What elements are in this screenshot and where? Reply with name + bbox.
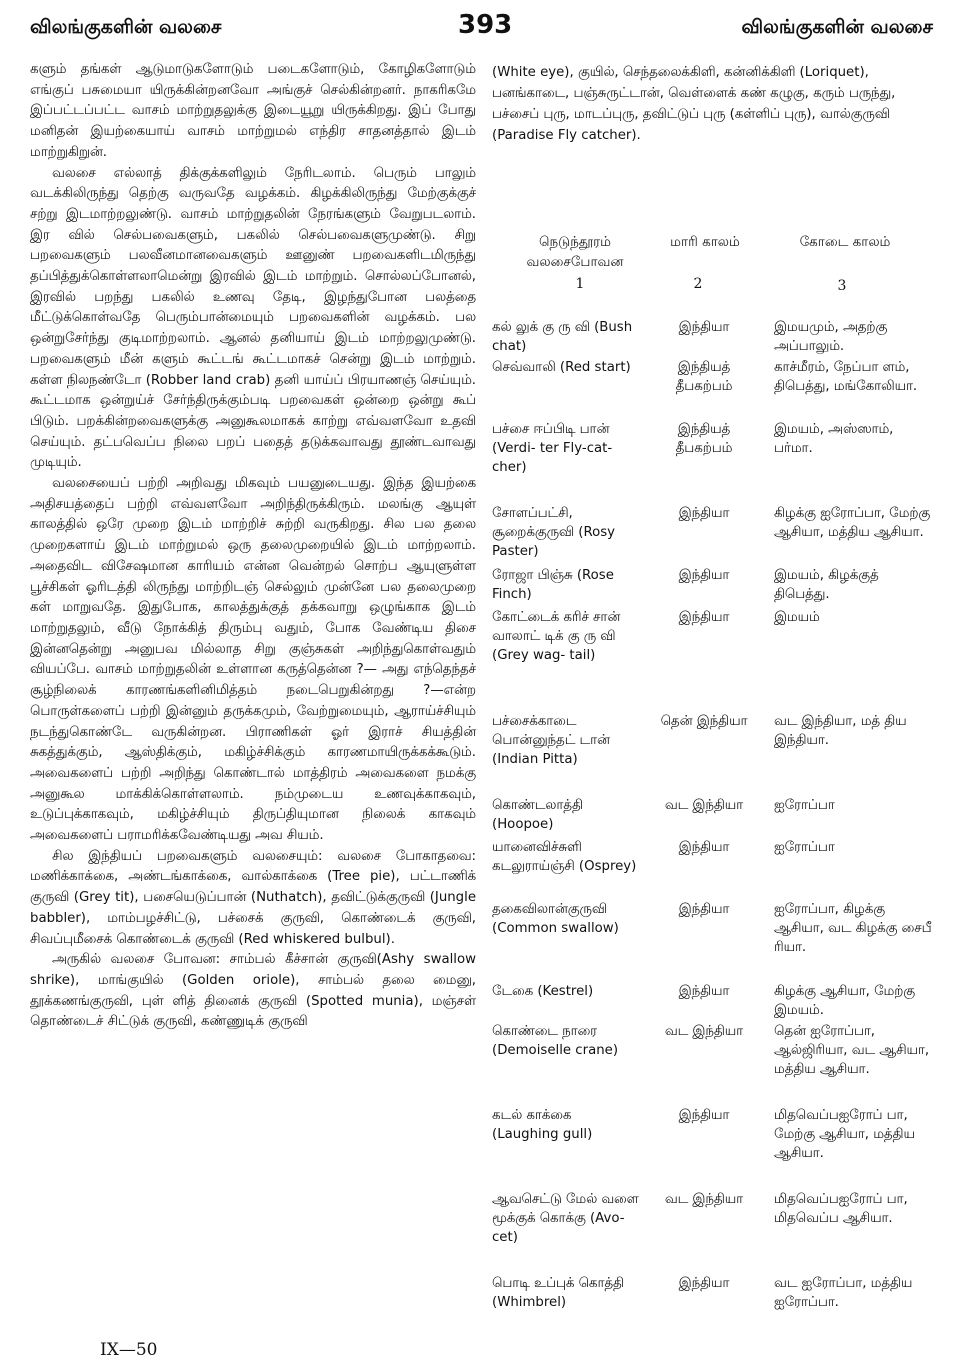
footer-signature: IX—50 bbox=[100, 1340, 158, 1360]
winter-range: இந்தியா bbox=[678, 984, 730, 999]
winter-range: இந்தியா bbox=[678, 320, 730, 335]
winter-range: தென் இந்தியா bbox=[660, 714, 748, 729]
winter-range: இந்தியா bbox=[678, 840, 730, 855]
summer-range: ஐரோப்பா, கிழக்கு ஆசியா, வட கிழக்கு சைபீ ரியா. bbox=[774, 902, 932, 955]
column-number: 3 bbox=[837, 278, 847, 294]
paragraph: அருகில் வலசை போவன: சாம்பல் கீச்சான் குருவி(Ashy swallow shrike), மாங்குயில் (Golden oriole), சாம்பல் தலை மைனு, தூக்கணங்குருவி, புள் ளித் தினைக் குருவி (Spotted munia), மஞ்சள் தொண்டைச் சிட்டுக் குருவி, கண்ணுடிக் குருவி bbox=[30, 952, 476, 1030]
summer-range: காச்மீரம், நேப்பா ளம், திபெத்து, மங்கோலியா. bbox=[774, 360, 918, 394]
bird-name: டேகை (Kestrel) bbox=[492, 984, 594, 999]
bird-name: யானைவிச்சுளி கடலுராய்ஞ்சி (Osprey) bbox=[492, 840, 637, 874]
summer-range: ஐரோப்பா bbox=[774, 798, 835, 813]
bird-name: ஆவசெட்டு மேல் வளை மூக்குக் கொக்கு (Avo- cet) bbox=[492, 1192, 639, 1245]
summer-range: கிழக்கு ஆசியா, மேற்கு இமயம். bbox=[774, 984, 916, 1018]
bird-name: ரோஜா பிஞ்சு (Rose Finch) bbox=[492, 568, 614, 602]
bird-name: பச்சை ஈப்பிடி பான் (Verdi- ter Fly-cat- cher) bbox=[492, 422, 613, 475]
paragraph: வலசை எல்லாத் திக்குக்களிலும் நேரிடலாம். பெரும் பாலும் வடக்கிலிருந்து தெற்கு வருவதே வழக்கம். கிழக்கிலிருந்து மேற்குக்குச் சற்று இடமாற்றலுண்டு. வாசம் மாற்றுதலின் நேரங்களும் வேறுபடலாம். இர வில் செல்பவைகளும், பகலில் செல்பவைகளுமுண்டு. சிறு பறவைகளும் பலவீனமானவைகளும் ஊனுண் பறவைகளிடமிருந்து தப்பித்துக்கொள்ளலாமென்று இரவில் இடம் மாற்றும். சொல்லப்போனல், இரவில் பறந்து பகலில் உணவு தேடி, இழந்துபோன பலத்தை மீட்டுக்கொள்வதே பெரும்பான்மையும் பறவைகளின் வழக்கம். பல ஒன்றுசேர்ந்து குடிமாற்றலாம். ஆனல் தனியாய் இடம் மாற்றலுமுண்டு. பறவைகளும் மீன் களும் கூட்டங் கூட்டமாகச் சென்று இடம் மாற்றும். கள்ள நிலநண்டோ (Robber land crab) தனி யாய்ப் பிரயாணஞ் செய்யும். கூட்டமாக ஒன்றுய்ச் சேர்ந்திருக்கும்படி பறவைகள் ஒன்றை ஒன்று கூப் பிடும். பறக்கின்றவைகளுக்கு அனுகூலமாகக் காற்று எவ்வளவோ உதவி செய்யும். தட்பவெப்ப நிலை பறப் பதைத் தடுக்கவாவது தூண்டவாவது முடியும். bbox=[30, 165, 476, 471]
winter-range: இந்தியா bbox=[678, 610, 730, 625]
bird-name: செவ்வாலி (Red start) bbox=[492, 360, 631, 375]
bird-name: பச்சைக்காடை பொன்னுந்தட் டான் (Indian Pitta) bbox=[492, 714, 610, 767]
summer-range: இமயம், அஸ்ஸாம், பர்மா. bbox=[774, 422, 894, 456]
summer-range: இமயமும், அதற்கு அப்பாலும். bbox=[774, 320, 888, 354]
summer-range: இமயம், கிழக்குத் திபெத்து. bbox=[774, 568, 879, 602]
summer-range: தென் ஐரோப்பா, ஆல்ஜிரியா, வட ஆசியா, மத்திய ஆசியா. bbox=[774, 1024, 930, 1077]
summer-range: வட இந்தியா, மத் திய இந்தியா. bbox=[774, 714, 907, 748]
bird-name: கடல் காக்கை (Laughing gull) bbox=[492, 1108, 593, 1142]
summer-range: வட ஐரோப்பா, மத்திய ஐரோப்பா. bbox=[774, 1276, 913, 1310]
table-header-col1: நெடுந்தூரம் வலசைபோவன bbox=[526, 234, 624, 270]
winter-range: இந்தியத் தீபகற்பம் bbox=[675, 360, 733, 394]
winter-range: இந்தியா bbox=[678, 902, 730, 917]
summer-range: ஐரோப்பா bbox=[774, 840, 835, 855]
summer-range: கிழக்கு ஐரோப்பா, மேற்கு ஆசியா, மத்திய ஆசியா. bbox=[774, 506, 931, 540]
winter-range: வட இந்தியா bbox=[664, 1192, 744, 1207]
winter-range: இந்தியா bbox=[678, 1108, 730, 1123]
summer-range: மிதவெப்பஐரோப் பா, மேற்கு ஆசியா, மத்திய ஆசியா. bbox=[774, 1108, 915, 1161]
bird-name: கொண்டை நாரை (Demoiselle crane) bbox=[492, 1024, 619, 1058]
bird-name: கோட்டைக் கரிச் சான் வாலாட் டிக் கு ரு வி (Grey wag- tail) bbox=[492, 610, 621, 663]
summer-range: மிதவெப்பஐரோப் பா, மிதவெப்ப ஆசியா. bbox=[774, 1192, 908, 1226]
winter-range: இந்தியா bbox=[678, 506, 730, 521]
bird-name: கல் லுக் கு ரு வி (Bush chat) bbox=[492, 320, 633, 354]
column-number: 1 bbox=[575, 276, 585, 292]
summer-range: இமயம் bbox=[774, 610, 820, 625]
bird-name: தகைவிலான்குருவி (Common swallow) bbox=[492, 902, 619, 936]
page-header bbox=[0, 10, 961, 50]
paragraph: களும் தங்கள் ஆடுமாடுகளோடும் படைகளோடும், கோழிகளோடும் எங்குப் பசுமையா யிருக்கின்றனவோ அங்குச் செல்கின்றனர். நாகரிகமே இப்பட்டப்பட்ட வாசம் மாற்றுதலுக்கு இடையூறு யிருக்கிறது. இப் போது மனிதன் இயற்கையாய் வாசம் மாற்றுமல் எந்திர சாதனத்தால் இடம் மாற்றுகிறுன். bbox=[30, 62, 476, 160]
table-header-col3: கோடை காலம் bbox=[799, 234, 891, 250]
bird-name: பொடி உப்புக் கொத்தி (Whimbrel) bbox=[492, 1276, 624, 1310]
bird-name: சோளப்பட்சி, சூறைக்குருவி (Rosy Paster) bbox=[492, 506, 616, 559]
column-number: 2 bbox=[693, 276, 703, 292]
paragraph: வலசையைப் பற்றி அறிவது மிகவும் பயனுடையது. இந்த இயற்கை அதிசயத்தைப் பற்றி எவ்வளவோ அறிந்திருக்கிரும். மலங்கு ஆயுள் காலத்தில் ஒரே முறை இடம் மாற்றிச் சுற்றி வருகிறது. சில பல தலை முறைகளாய் இடம் மாற்றுமல் ஒரு தலைமுறையில் இடம் மாற்றலாம். அதைவிட விசேஷமான காரியம் என்ன வென்றல் சொற்ப ஆயுளுள்ள பூச்சிகள் ஓரிடத்தி லிருந்து மாற்றிடஞ் செல்லும் முன்னே பல தலைமுறை கள் மாறுவதே. இதுபோக, காலத்துக்குத் தக்கவாறு ஒழுங்காக இடம் மாற்றுதலும், வீடு நோக்கித் திரும்பு வதும், போக வேண்டிய திசை இன்னதென்று அனுபவ மில்லாத சிறு குஞ்சுகள் அறிந்துகொள்வதும் வியப்பே. வாசம் மாற்றுதலின் உள்ளான கருத்தென்ன ?— அது எந்தெந்தச் சூழ்நிலைக் காரணங்களினிமித்தம் நடைபெறுகின்றது ?—என்ற பொருள்களைப் பற்றி இன்னும் தருக்கமும், வேற்றுமையும், ஆராய்ச்சியும் நடந்துகொண்டே வருகின்றன. பிராணிகள் ஓர் இராச் சியத்தின் சுகத்துக்கும், ஆஸ்திக்கும், மகிழ்ச்சிக்கும் காரணமாயிருக்கக்கூடும். அவைகளைப் பற்றி அறிந்து கொண்டால் மாத்திரம் அவைகளை நமக்கு அனுகூல மாக்கிக்கொள்ளலாம். நம்முடைய உணவுக்காகவும், உடுப்புக்காகவும், மகிழ்ச்சியும் திருப்தியுமான நிலைக் காகவும் அவைகளைப் பராமரிக்கவேண்டியது அவ சியம். bbox=[30, 476, 476, 844]
winter-range: வட இந்தியா bbox=[664, 1024, 744, 1039]
paragraph: சில இந்தியப் பறவைகளும் வலசையும்: வலசை போகாதவை: மணிக்காக்கை, அண்டங்காக்கை, வால்காக்கை (Tree pie), பட்டாணிக் குருவி (Grey tit), பசையெடுப்பான் (Nuthatch), தவிட்டுக்குருவி (Jungle babbler), மாம்பழச்சிட்டு, பச்சைக் குருவி, கொண்டைக் குருவி, சிவப்புமீசைக் கொண்டைக் குருவி (Red whiskered bulbul). bbox=[30, 848, 476, 947]
left-text-column bbox=[30, 60, 476, 1033]
page-number: 393 bbox=[458, 10, 513, 40]
table-header-col2: மாரி காலம் bbox=[670, 234, 740, 250]
right-intro-text: (White eye), குயில், செந்தலைக்கிளி, கன்னிக்கிளி (Loriquet), பனங்காடை, பஞ்சுருட்டான், வெள்ளைக் கண் கழுகு, கரும் பருந்து, பச்சைப் புரு, மாடப்புரு, தவிட்டுப் புரு (கள்ளிப் புரு), வால்குருவி (Paradise Fly catcher). bbox=[492, 65, 896, 143]
winter-range: இந்தியத் தீபகற்பம் bbox=[675, 422, 733, 456]
running-title-left: விலங்குகளின் வலசை bbox=[30, 16, 222, 38]
running-title-right: விலங்குகளின் வலசை bbox=[741, 16, 933, 38]
winter-range: இந்தியா bbox=[678, 1276, 730, 1291]
winter-range: வட இந்தியா bbox=[664, 798, 744, 813]
bird-name: கொண்டலாத்தி (Hoopoe) bbox=[492, 798, 583, 832]
winter-range: இந்தியா bbox=[678, 568, 730, 583]
